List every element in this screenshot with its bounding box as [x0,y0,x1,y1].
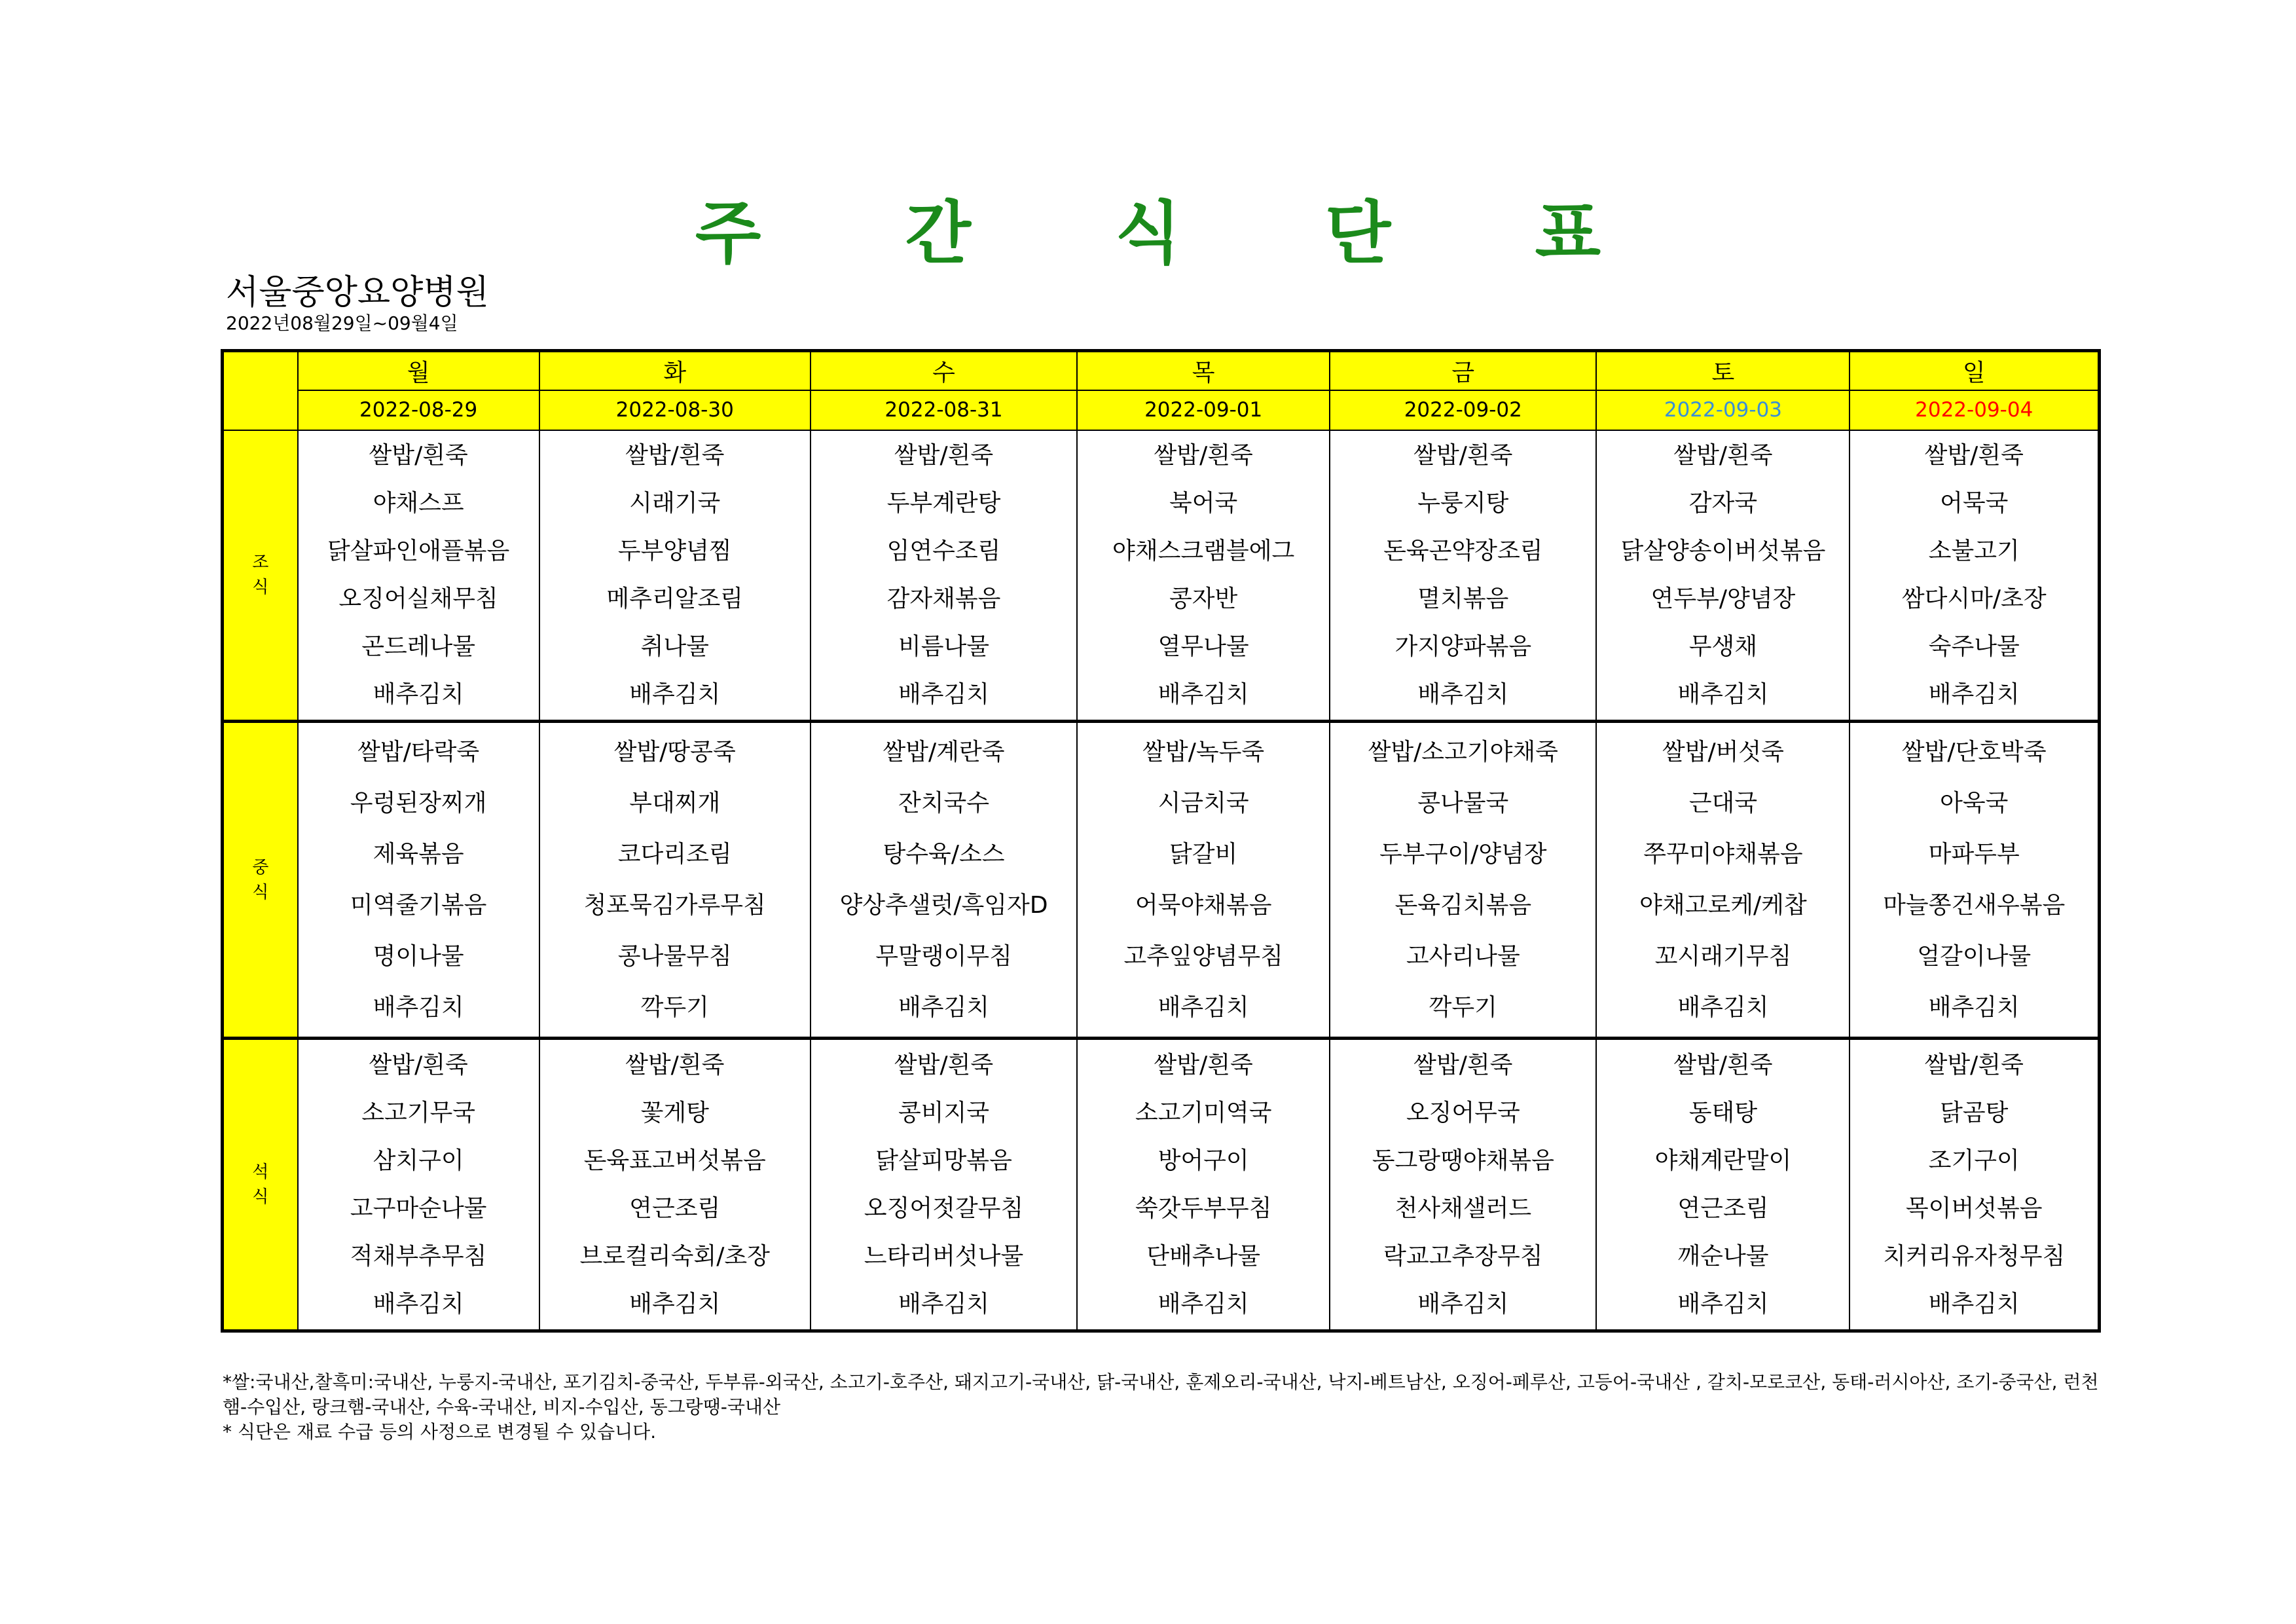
dish-item: 락교고추장무침 [1383,1243,1543,1270]
dish-item: 깍두기 [1429,993,1497,1021]
dish-item: 우렁된장찌개 [350,789,487,817]
dish-item: 배추김치 [898,1291,990,1318]
dish-item: 천사채샐러드 [1394,1195,1532,1223]
dish-item: 깍두기 [640,993,709,1021]
dish-item: 열무나물 [1157,633,1249,661]
dish-item: 쭈꾸미야채볶음 [1643,840,1803,868]
dish-item: 어묵야채볶음 [1135,891,1272,919]
dish-item: 쌈다시마/초장 [1901,585,2047,613]
dish-item: 임연수조림 [886,538,1001,565]
dish-item: 청포묵김가루무침 [583,891,766,919]
dish-item: 감자채볶음 [886,585,1001,613]
dish-item: 쌀밥/흰죽 [1413,1052,1513,1079]
dish-item: 고사리나물 [1406,942,1520,970]
dish-item: 야채고로케/케찹 [1639,891,1807,919]
dish-item: 쌀밥/타락죽 [357,738,480,766]
dish-item: 야채계란말이 [1654,1147,1792,1175]
dish-item: 콩나물무침 [617,942,732,970]
origin-note: *쌀:국내산,찰흑미:국내산, 누룽지-국내산, 포기김치-중국산, 두부류-외국산, 소고기-호주산, 돼지고기-국내산, 닭-국내산, 훈제오리-국내산, 낙지-베트남산, 오징어-페루산, 고등어-국내산 , 갈치-모로코산, 동태-러시아산, 조기-중국산, 런천햄-수입산, 랑크햄-국내산, 수육-국내산, 비지-수입산, 동그랑땡-국내산 [223,1371,2099,1418]
meal-row [223,1039,2100,1331]
dish-item: 배추김치 [629,681,721,709]
dish-item: 야채스크램블에그 [1112,538,1295,565]
dish-item: 어묵국 [1940,490,2009,517]
dish-item: 쌀밥/계란죽 [883,738,1005,766]
menu-cell [539,722,811,1039]
weekly-menu-table [221,349,2101,1333]
dish-item: 돈육곤약장조림 [1383,538,1543,565]
dish-item: 배추김치 [373,681,464,709]
dish-item: 배추김치 [898,993,990,1021]
dish-item: 배추김치 [629,1291,721,1318]
menu-cell [1850,430,2099,722]
dish-item: 배추김치 [1677,1291,1769,1318]
date-header-row [223,390,2100,430]
menu-cell [298,430,539,722]
dish-item: 쌀밥/흰죽 [625,442,725,470]
meal-name: 석 식 [252,1162,269,1208]
menu-cell [539,430,811,722]
meal-name: 조 식 [252,553,269,598]
dish-item: 탕수육/소스 [883,840,1005,868]
menu-cell [298,1039,539,1331]
dish-item: 멸치볶음 [1417,585,1509,613]
dish-item: 연근조림 [1677,1195,1769,1223]
dish-item: 배추김치 [373,1291,464,1318]
date-header: 2022-09-04 [1850,390,2099,430]
dish-item: 배추김치 [1677,993,1769,1021]
dish-item: 북어국 [1169,490,1238,517]
dish-item: 두부계란탕 [886,490,1001,517]
dish-item: 쌀밥/흰죽 [894,442,994,470]
dish-item: 부대찌개 [629,789,721,817]
dish-item: 쌀밥/흰죽 [1154,442,1253,470]
dish-item: 배추김치 [1928,1291,2020,1318]
menu-cell [1596,430,1850,722]
dish-item: 야채스프 [373,490,464,517]
dish-item: 닭갈비 [1169,840,1238,868]
menu-cell [1077,1039,1330,1331]
dish-item: 쌀밥/버섯죽 [1662,738,1784,766]
dish-item: 오징어실채무침 [338,585,498,613]
dish-item: 꽃게탕 [640,1099,709,1127]
dish-item: 고구마순나물 [350,1195,487,1223]
date-header: 2022-09-02 [1330,390,1596,430]
dish-item: 두부구이/양념장 [1379,840,1547,868]
dish-item: 쌀밥/단호박죽 [1901,738,2047,766]
meal-label [223,1039,298,1331]
meal-label [223,722,298,1039]
dish-item: 목이버섯볶음 [1905,1195,2043,1223]
dish-item: 배추김치 [1157,993,1249,1021]
menu-cell [1330,722,1596,1039]
date-header: 2022-08-30 [539,390,811,430]
dish-item: 쌀밥/땅콩죽 [613,738,736,766]
dish-item: 닭곰탕 [1940,1099,2009,1127]
dish-item: 브로컬리숙회/초장 [579,1243,770,1270]
dish-item: 돈육김치볶음 [1394,891,1532,919]
dish-item: 무말랭이무침 [875,942,1012,970]
dish-item: 시래기국 [629,490,721,517]
dish-item: 감자국 [1688,490,1758,517]
dish-item: 단배추나물 [1146,1243,1261,1270]
dish-item: 쌀밥/흰죽 [369,442,468,470]
day-header: 일 [1850,351,2099,391]
dish-item: 느타리버섯나물 [864,1243,1024,1270]
dish-item: 치커리유자청무침 [1883,1243,2066,1270]
dish-item: 곤드레나물 [361,633,476,661]
dish-item: 배추김치 [1157,1291,1249,1318]
dish-item: 쌀밥/흰죽 [625,1052,725,1079]
dish-item: 시금치국 [1157,789,1249,817]
page-title: 주 간 식 단 표 [695,193,1662,273]
dish-item: 소고기미역국 [1135,1099,1272,1127]
dish-item: 쌀밥/흰죽 [1154,1052,1253,1079]
dish-item: 쑥갓두부무침 [1135,1195,1272,1223]
meal-row [223,430,2100,722]
dish-item: 고추잎양념무침 [1123,942,1283,970]
menu-cell [1077,722,1330,1039]
dish-item: 배추김치 [1157,681,1249,709]
day-header: 월 [298,351,539,391]
menu-cell [1330,1039,1596,1331]
dish-item: 쌀밥/흰죽 [1673,1052,1773,1079]
dish-item: 쌀밥/흰죽 [894,1052,994,1079]
menu-cell [1850,722,2099,1039]
dish-item: 닭살양송이버섯볶음 [1620,538,1826,565]
dish-item: 쌀밥/녹두죽 [1142,738,1265,766]
date-header: 2022-08-29 [298,390,539,430]
dish-item: 쌀밥/흰죽 [1413,442,1513,470]
header-corner [223,351,298,430]
dish-item: 얼갈이나물 [1917,942,2032,970]
dish-item: 소불고기 [1928,538,2020,565]
dish-item: 제육볶음 [373,840,464,868]
dish-item: 누룽지탕 [1417,490,1509,517]
dish-item: 동그랑땡야채볶음 [1372,1147,1554,1175]
dish-item: 취나물 [640,633,709,661]
dish-item: 비름나물 [898,633,990,661]
dish-item: 돈육표고버섯볶음 [583,1147,766,1175]
dish-item: 콩나물국 [1417,789,1509,817]
dish-item: 쌀밥/흰죽 [1924,442,2024,470]
dish-item: 쌀밥/소고기야채죽 [1368,738,1558,766]
menu-cell [811,430,1077,722]
dish-item: 쌀밥/흰죽 [369,1052,468,1079]
dish-item: 깨순나물 [1677,1243,1769,1270]
dish-item: 연근조림 [629,1195,721,1223]
footnote [223,1370,2108,1445]
menu-cell [1077,430,1330,722]
dish-item: 마늘쫑건새우볶음 [1883,891,2066,919]
day-header: 토 [1596,351,1850,391]
menu-cell [1596,1039,1850,1331]
dish-item: 무생채 [1688,633,1758,661]
menu-cell [539,1039,811,1331]
dish-item: 콩비지국 [898,1099,990,1127]
dish-item: 메추리알조림 [606,585,744,613]
dish-item: 동태탕 [1688,1099,1758,1127]
dish-item: 숙주나물 [1928,633,2020,661]
day-header-row [223,351,2100,391]
dish-item: 삼치구이 [373,1147,464,1175]
dish-item: 가지양파볶음 [1394,633,1532,661]
dish-item: 명이나물 [373,942,464,970]
dish-item: 잔치국수 [898,789,990,817]
date-header: 2022-09-03 [1596,390,1850,430]
day-header: 수 [811,351,1077,391]
day-header: 목 [1077,351,1330,391]
dish-item: 배추김치 [373,993,464,1021]
meal-name: 중 식 [252,857,269,902]
dish-item: 양상추샐럿/흑임자D [839,891,1048,919]
dish-item: 닭살피망볶음 [875,1147,1012,1175]
dish-item: 배추김치 [1417,681,1509,709]
dish-item: 꼬시래기무침 [1654,942,1792,970]
dish-item: 근대국 [1688,789,1758,817]
menu-cell [811,1039,1077,1331]
date-header: 2022-09-01 [1077,390,1330,430]
menu-cell [1596,722,1850,1039]
dish-item: 적채부추무침 [350,1243,487,1270]
meal-label [223,430,298,722]
dish-item: 콩자반 [1169,585,1238,613]
dish-item: 쌀밥/흰죽 [1924,1052,2024,1079]
menu-cell [298,722,539,1039]
dish-item: 코다리조림 [617,840,732,868]
date-header: 2022-08-31 [811,390,1077,430]
menu-cell [1850,1039,2099,1331]
dish-item: 방어구이 [1157,1147,1249,1175]
dish-item: 두부양념찜 [617,538,732,565]
hospital-name: 서울중앙요양병원 [226,273,489,312]
menu-period: 2022년08월29일~09월4일 [226,312,458,334]
day-header: 화 [539,351,811,391]
dish-item: 오징어무국 [1406,1099,1520,1127]
dish-item: 오징어젓갈무침 [864,1195,1024,1223]
dish-item: 쌀밥/흰죽 [1673,442,1773,470]
change-note: * 식단은 재료 수급 등의 사정으로 변경될 수 있습니다. [223,1421,657,1443]
meal-row [223,722,2100,1039]
dish-item: 배추김치 [1928,993,2020,1021]
menu-cell [1330,430,1596,722]
dish-item: 배추김치 [1417,1291,1509,1318]
dish-item: 배추김치 [1677,681,1769,709]
dish-item: 배추김치 [1928,681,2020,709]
dish-item: 닭살파인애플볶음 [327,538,510,565]
dish-item: 조기구이 [1928,1147,2020,1175]
dish-item: 연두부/양념장 [1650,585,1796,613]
dish-item: 마파두부 [1928,840,2020,868]
day-header: 금 [1330,351,1596,391]
dish-item: 소고기무국 [361,1099,476,1127]
dish-item: 배추김치 [898,681,990,709]
menu-cell [811,722,1077,1039]
dish-item: 아욱국 [1940,789,2009,817]
dish-item: 미역줄기볶음 [350,891,487,919]
